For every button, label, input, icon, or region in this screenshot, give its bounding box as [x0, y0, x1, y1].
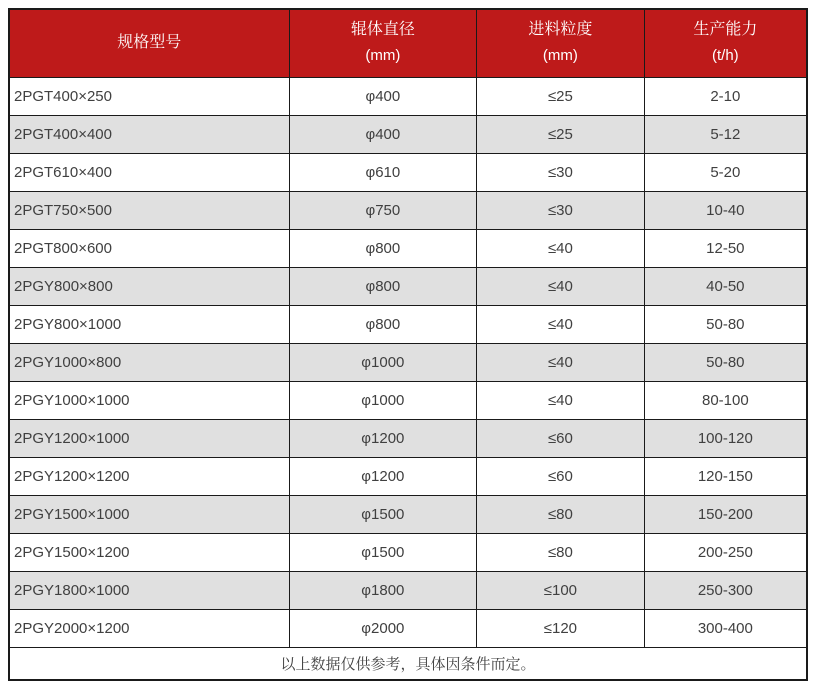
table-row — [9, 457, 807, 495]
model-cell: 2PGY1500×1200 — [9, 533, 289, 571]
model-cell: 2PGY1200×1200 — [9, 457, 289, 495]
model-cell: 2PGY2000×1200 — [9, 609, 289, 647]
feed-size-cell: ≤25 — [477, 77, 645, 115]
model-cell: 2PGY1000×800 — [9, 343, 289, 381]
header-cell-feed-size — [477, 9, 645, 77]
diameter-cell: φ2000 — [289, 609, 477, 647]
table-header-row — [9, 9, 807, 77]
header-cell-model — [9, 9, 289, 77]
table-row — [9, 77, 807, 115]
header-label: 辊体直径 — [350, 21, 415, 39]
feed-size-cell: ≤60 — [477, 419, 645, 457]
header-unit: (mm) — [365, 47, 401, 65]
feed-size-cell: ≤30 — [477, 153, 645, 191]
header-label: 进料粒度 — [528, 21, 593, 39]
capacity-cell: 50-80 — [644, 343, 807, 381]
table-row — [9, 571, 807, 609]
model-cell: 2PGT610×400 — [9, 153, 289, 191]
feed-size-cell: ≤60 — [477, 457, 645, 495]
diameter-cell: φ800 — [289, 305, 477, 343]
feed-size-cell: ≤80 — [477, 533, 645, 571]
model-cell: 2PGT400×400 — [9, 115, 289, 153]
table-row — [9, 115, 807, 153]
capacity-cell: 150-200 — [644, 495, 807, 533]
feed-size-cell: ≤25 — [477, 115, 645, 153]
model-cell: 2PGT800×600 — [9, 229, 289, 267]
feed-size-cell: ≤40 — [477, 343, 645, 381]
header-cell-capacity — [644, 9, 807, 77]
model-cell: 2PGY1200×1000 — [9, 419, 289, 457]
diameter-cell: φ400 — [289, 77, 477, 115]
model-cell: 2PGY1500×1000 — [9, 495, 289, 533]
diameter-cell: φ1200 — [289, 457, 477, 495]
diameter-cell: φ610 — [289, 153, 477, 191]
table-row — [9, 381, 807, 419]
model-cell: 2PGY1000×1000 — [9, 381, 289, 419]
diameter-cell: φ750 — [289, 191, 477, 229]
table-row — [9, 267, 807, 305]
table-row — [9, 153, 807, 191]
feed-size-cell: ≤40 — [477, 267, 645, 305]
header-label: 生产能力 — [693, 21, 758, 39]
model-cell: 2PGT400×250 — [9, 77, 289, 115]
feed-size-cell: ≤40 — [477, 381, 645, 419]
feed-size-cell: ≤40 — [477, 229, 645, 267]
table-row — [9, 305, 807, 343]
table-row — [9, 229, 807, 267]
capacity-cell: 200-250 — [644, 533, 807, 571]
table-row — [9, 495, 807, 533]
model-cell: 2PGY800×1000 — [9, 305, 289, 343]
feed-size-cell: ≤100 — [477, 571, 645, 609]
diameter-cell: φ1500 — [289, 533, 477, 571]
header-label: 规格型号 — [117, 34, 182, 52]
diameter-cell: φ400 — [289, 115, 477, 153]
table-footer-row — [9, 647, 807, 680]
capacity-cell: 120-150 — [644, 457, 807, 495]
diameter-cell: φ800 — [289, 267, 477, 305]
diameter-cell: φ1000 — [289, 343, 477, 381]
table-row — [9, 419, 807, 457]
header-cell-roller-diameter — [289, 9, 477, 77]
capacity-cell: 5-12 — [644, 115, 807, 153]
diameter-cell: φ1800 — [289, 571, 477, 609]
diameter-cell: φ1500 — [289, 495, 477, 533]
capacity-cell: 10-40 — [644, 191, 807, 229]
table-row — [9, 533, 807, 571]
feed-size-cell: ≤30 — [477, 191, 645, 229]
table-footer-note: 以上数据仅供参考，具体因条件而定。 — [9, 647, 807, 680]
diameter-cell: φ1200 — [289, 419, 477, 457]
spec-table — [8, 8, 808, 681]
feed-size-cell: ≤40 — [477, 305, 645, 343]
capacity-cell: 100-120 — [644, 419, 807, 457]
capacity-cell: 50-80 — [644, 305, 807, 343]
capacity-cell: 40-50 — [644, 267, 807, 305]
capacity-cell: 5-20 — [644, 153, 807, 191]
diameter-cell: φ1000 — [289, 381, 477, 419]
model-cell: 2PGY800×800 — [9, 267, 289, 305]
table-row — [9, 343, 807, 381]
model-cell: 2PGT750×500 — [9, 191, 289, 229]
feed-size-cell: ≤80 — [477, 495, 645, 533]
table-row — [9, 191, 807, 229]
diameter-cell: φ800 — [289, 229, 477, 267]
header-unit: (t/h) — [712, 47, 739, 65]
capacity-cell: 80-100 — [644, 381, 807, 419]
capacity-cell: 250-300 — [644, 571, 807, 609]
model-cell: 2PGY1800×1000 — [9, 571, 289, 609]
capacity-cell: 12-50 — [644, 229, 807, 267]
header-unit: (mm) — [542, 47, 578, 65]
table-row — [9, 609, 807, 647]
capacity-cell: 2-10 — [644, 77, 807, 115]
feed-size-cell: ≤120 — [477, 609, 645, 647]
capacity-cell: 300-400 — [644, 609, 807, 647]
